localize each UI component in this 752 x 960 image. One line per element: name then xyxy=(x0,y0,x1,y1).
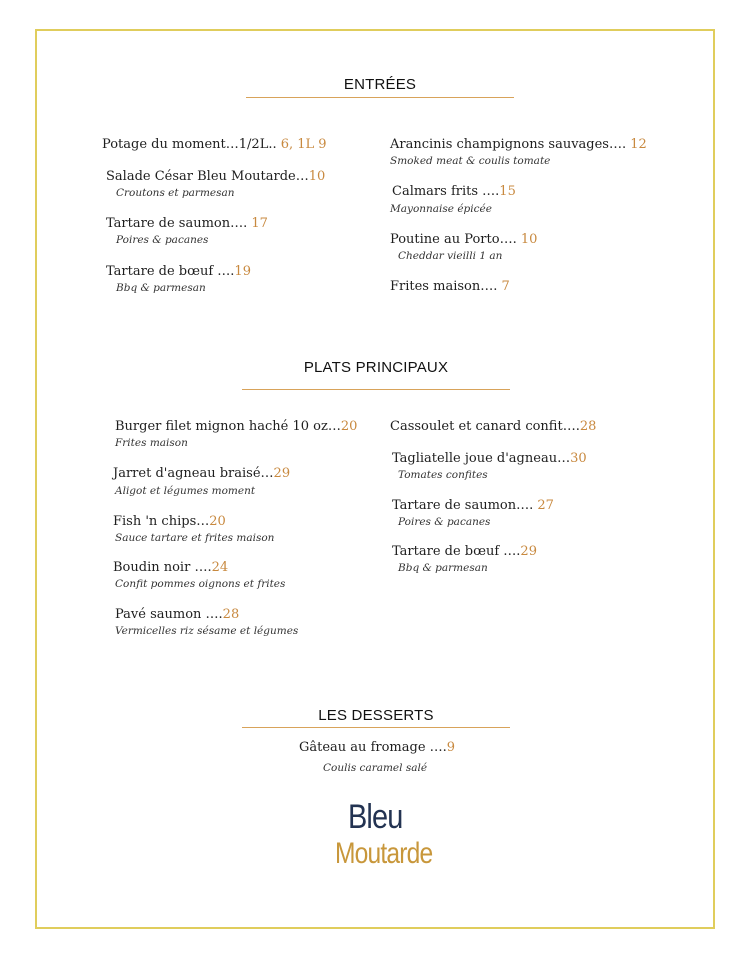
menu-item: Burger filet mignon haché 10 oz…20 xyxy=(115,419,358,434)
price: 28 xyxy=(222,607,240,622)
menu-item: Calmars frits ….15 xyxy=(392,184,516,199)
price: 17 xyxy=(251,216,268,231)
menu-item: Fish 'n chips…20 xyxy=(113,514,226,529)
item-description: Croutons et parmesan xyxy=(116,187,235,199)
price: 7 xyxy=(501,279,510,294)
price: 19 xyxy=(234,264,251,279)
menu-item: Tartare de bœuf ….19 xyxy=(106,264,251,279)
price: 10 xyxy=(308,169,326,184)
menu-item: Arancinis champignons sauvages…. 12 xyxy=(390,137,647,152)
price: 24 xyxy=(211,560,229,575)
menu-item: Boudin noir ….24 xyxy=(113,560,229,575)
item-description: Poires & pacanes xyxy=(116,234,209,246)
bleu-moutarde-logo xyxy=(330,798,433,882)
item-description: Sauce tartare et frites maison xyxy=(115,532,275,544)
section-title-desserts: LES DESSERTS xyxy=(318,707,434,724)
price: 20 xyxy=(209,514,226,529)
menu-item: Tartare de saumon…. 27 xyxy=(392,498,554,513)
price: 12 xyxy=(630,137,647,152)
menu-item: Poutine au Porto…. 10 xyxy=(390,232,538,247)
price: 29 xyxy=(520,544,537,559)
item-description: Coulis caramel salé xyxy=(323,762,428,774)
section-rule-desserts xyxy=(242,727,510,728)
price: 27 xyxy=(537,498,554,513)
section-title-entrees: ENTRÉES xyxy=(343,76,417,93)
menu-item: Cassoulet et canard confit….28 xyxy=(390,419,597,434)
price: 6, 1L 9 xyxy=(280,137,327,152)
logo-line-bleu: Bleu xyxy=(348,798,403,836)
menu-item: Potage du moment…1/2L.. 6, 1L 9 xyxy=(102,137,327,152)
menu-item: Tartare de bœuf ….29 xyxy=(392,544,537,559)
menu-item: Tartare de saumon…. 17 xyxy=(106,216,268,231)
price: 29 xyxy=(273,466,291,481)
item-description: Poires & pacanes xyxy=(398,516,491,528)
item-description: Bbq & parmesan xyxy=(398,562,488,574)
price: 15 xyxy=(499,184,516,199)
section-rule-plats xyxy=(242,389,510,390)
price: 28 xyxy=(579,419,597,434)
item-description: Aligot et légumes moment xyxy=(115,485,256,497)
logo-line-moutarde: Moutarde xyxy=(335,837,433,870)
item-description: Mayonnaise épicée xyxy=(390,203,492,215)
section-rule-entrees xyxy=(246,97,514,98)
menu-item: Pavé saumon ….28 xyxy=(115,607,240,622)
menu-item: Salade César Bleu Moutarde…10 xyxy=(106,169,326,184)
item-description: Cheddar vieilli 1 an xyxy=(398,250,503,262)
price: 9 xyxy=(446,740,456,755)
price: 30 xyxy=(570,451,587,466)
menu-item: Tagliatelle joue d'agneau…30 xyxy=(392,451,587,466)
menu-item: Jarret d'agneau braisé…29 xyxy=(113,466,291,481)
price: 10 xyxy=(520,232,538,247)
item-description: Frites maison xyxy=(115,437,188,449)
item-description: Smoked meat & coulis tomate xyxy=(390,155,551,167)
item-description: Confit pommes oignons et frites xyxy=(115,578,286,590)
menu-item: Frites maison…. 7 xyxy=(390,279,510,294)
item-description: Vermicelles riz sésame et légumes xyxy=(115,625,299,637)
item-description: Tomates confites xyxy=(398,469,488,481)
price: 20 xyxy=(340,419,358,434)
section-title-plats: PLATS PRINCIPAUX xyxy=(303,359,449,376)
item-description: Bbq & parmesan xyxy=(116,282,206,294)
menu-item: Gâteau au fromage ….9 xyxy=(299,740,456,755)
